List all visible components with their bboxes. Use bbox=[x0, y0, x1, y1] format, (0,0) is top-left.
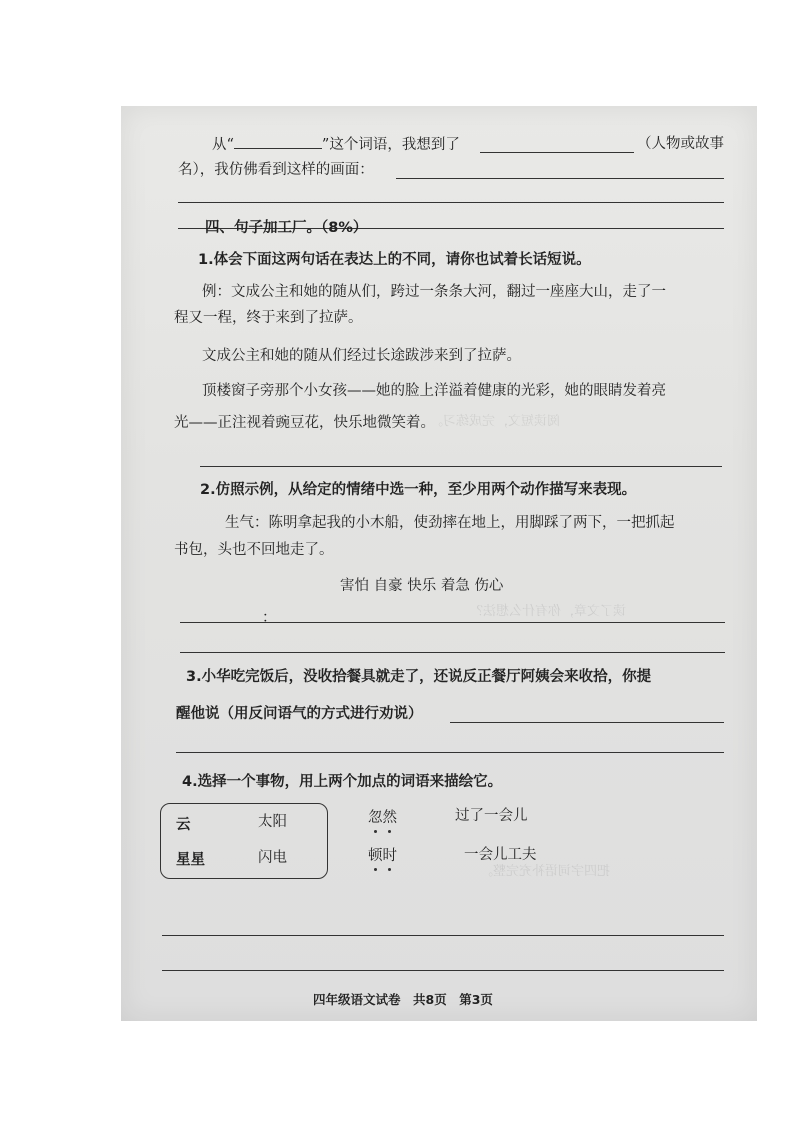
question-3-line: 3.小华吃完饭后，没收拾餐具就走了，还说反正餐厅阿姨会来收拾，你提 bbox=[186, 669, 652, 685]
thing-option: 太阳 bbox=[258, 814, 287, 830]
question-1-title: 1.体会下面这两句话在表达上的不同，请你也试着长话短说。 bbox=[198, 252, 591, 268]
question-4-title: 4.选择一个事物，用上两个加点的词语来描绘它。 bbox=[182, 774, 503, 790]
answer-line[interactable] bbox=[200, 466, 722, 467]
page-footer: 四年级语文试卷 共8页 第3页 bbox=[313, 992, 493, 1007]
answer-line[interactable] bbox=[176, 752, 724, 753]
thing-option: 云 bbox=[176, 817, 191, 833]
dotted-word bbox=[368, 808, 397, 828]
colon-mark: ： bbox=[262, 610, 277, 626]
answer-line[interactable] bbox=[396, 178, 724, 179]
word-option: 过了一会儿 bbox=[455, 808, 528, 824]
example-line: 例：文成公主和她的随从们，跨过一条条大河，翻过一座座大山，走了一 bbox=[202, 284, 666, 300]
dotted-char: 时 bbox=[382, 848, 397, 864]
line1-suffix: （人物或故事 bbox=[637, 136, 724, 152]
bleed-through-text: 把四字词语补充完整。 bbox=[480, 864, 611, 879]
word-blank[interactable] bbox=[234, 134, 322, 149]
question-2-title: 2.仿照示例，从给定的情绪中选一种，至少用两个动作描写来表现。 bbox=[200, 482, 637, 498]
answer-line[interactable] bbox=[450, 722, 724, 723]
task-sentence: 顶楼窗子旁那个小女孩——她的脸上洋溢着健康的光彩，她的眼睛发着亮 bbox=[202, 383, 666, 399]
answer-line[interactable] bbox=[180, 652, 725, 653]
example-line: 生气：陈明拿起我的小木船，使劲摔在地上，用脚踩了两下，一把抓起 bbox=[225, 515, 675, 531]
line2-text: 名），我仿佛看到这样的画面： bbox=[178, 162, 374, 178]
emotion-options: 害怕 自豪 快乐 着急 伤心 bbox=[340, 578, 504, 594]
answer-line[interactable] bbox=[162, 970, 724, 971]
thing-option: 闪电 bbox=[258, 850, 287, 866]
answer-line[interactable] bbox=[180, 622, 725, 623]
dotted-char: 忽 bbox=[368, 810, 383, 826]
dotted-word bbox=[368, 846, 397, 866]
question-3-line: 醒他说（用反问语气的方式进行劝说） bbox=[176, 706, 423, 722]
example-line: 书包，头也不回地走了。 bbox=[174, 542, 334, 558]
answer-line[interactable] bbox=[178, 202, 724, 203]
line1-middle: ”这个词语，我想到了 bbox=[321, 137, 460, 153]
answer-blank[interactable] bbox=[480, 152, 634, 153]
answer-line[interactable] bbox=[162, 935, 724, 936]
exam-paper bbox=[121, 106, 757, 1021]
bleed-through-text: 读了文章，你有什么想法？ bbox=[470, 604, 627, 619]
thing-option: 星星 bbox=[176, 852, 205, 868]
bleed-through-text: 阅读短文，完成练习。 bbox=[430, 414, 561, 429]
task-sentence: 光——正注视着豌豆花，快乐地微笑着。 bbox=[174, 415, 435, 431]
word-option: 一会儿工夫 bbox=[464, 847, 537, 863]
example-short-sentence: 文成公主和她的随从们经过长途跋涉来到了拉萨。 bbox=[202, 348, 521, 364]
example-line: 程又一程，终于来到了拉萨。 bbox=[174, 310, 363, 326]
line1-prefix: 从“ bbox=[212, 137, 234, 153]
dotted-char: 顿 bbox=[368, 848, 383, 864]
dotted-char: 然 bbox=[382, 810, 397, 826]
section-title: 四、句子加工厂。（8%） bbox=[205, 220, 368, 236]
q-line-1 bbox=[212, 134, 460, 155]
